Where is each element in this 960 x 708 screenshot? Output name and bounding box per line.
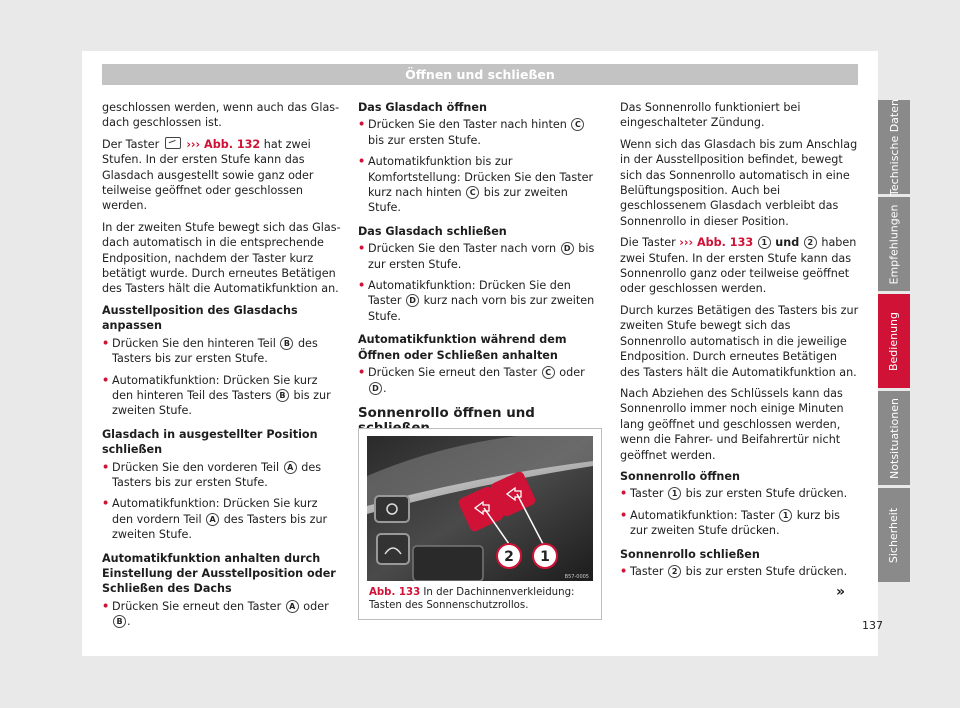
bullet-item [358,117,602,148]
tab-sicherheit[interactable] [878,488,910,582]
page-header [102,64,858,85]
subheading: Ausstellposition des Glasdachs anpassen [102,303,298,333]
bullet-item [102,373,342,419]
text: Drücken Sie den hinteren Teil [112,336,276,350]
label-badge: D [561,242,574,255]
text: Der Taster [102,137,160,151]
callout-1: 1 [540,549,550,565]
label-badge: 2 [804,236,817,249]
tab-label: Empfehlungen [887,204,901,284]
subheading: Das Glasdach öffnen [358,101,487,114]
label-badge: 1 [668,487,681,500]
text: kurz nach vorn bis zur zweiten Stufe. [368,294,595,323]
text: Automatikfunktion: Drücken Sie kurz den vordern Teil [112,497,318,526]
caption-text: In der Dachinnenverkleidung: Tasten des Sonnenschutzrollos. [369,587,575,611]
figure-133 [358,428,602,620]
roof-switch-icon [165,137,181,149]
tab-label: Sicherheit [887,507,901,563]
label-badge: A [286,600,299,613]
subheading: Sonnenrollo schließen [620,547,760,561]
figure-code: B57-0005 [564,574,589,580]
text: Automatikfunktion: Drücken Sie kurz den hinteren Teil des Tasters [112,373,318,402]
subheading: Automatikfunktion anhalten durch Einstellung der Ausstellposition oder Schließen des Dachs [102,551,336,596]
label-badge: C [542,366,555,379]
text: Automatikfunktion: Drücken Sie den Taster [368,279,571,308]
text: bis zur ersten Stufe. [368,133,481,147]
text: des Tasters bis zur ersten Stufe. [112,460,322,489]
text: Taster [630,487,664,501]
bullet-item [102,460,342,491]
text: bis zur ersten Stufe drücken. [685,487,848,501]
subheading: Das Glasdach schließen [358,224,507,238]
bullet-item [102,496,342,542]
subheading: Sonnenrollo öffnen [620,469,740,483]
column-left [102,100,342,636]
bullet-item [620,486,860,501]
paragraph: geschlossen werden, wenn auch das Glasdach geschlossen ist. [102,101,340,130]
paragraph: In der zweiten Stufe bewegt sich das Glasdach automatisch in die entsprechende Endposition, nachdem der Taster kurz betätigt wurde. Durch erneutes Betätigen des Tasters hält die Automatikfunktion an. [102,220,341,296]
paragraph [620,235,860,297]
label-badge: 2 [668,565,681,578]
text: Automatikfunktion bis zur Komfortstellung: Drücken Sie den Taster kurz nach hinten [368,155,594,200]
paragraph [102,137,342,214]
page-number: 137 [862,619,883,632]
label-badge: B [280,337,293,350]
figure-reference-link[interactable]: ››› Abb. 133 [679,236,754,250]
bullet-item [620,508,860,539]
callout-2: 2 [504,549,514,565]
bullet-item [358,278,602,324]
subheading: Glasdach in ausgestellter Position schließen [102,427,318,457]
figure-reference-link[interactable]: ››› Abb. 132 [186,137,261,151]
page-title: Öffnen und schließen [405,67,555,82]
label-badge: 1 [779,509,792,522]
text: Drücken Sie den Taster nach vorn [368,242,557,256]
label-badge: C [571,118,584,131]
tab-label: Bedienung [887,311,901,371]
paragraph: Nach Abziehen des Schlüssels kann das Sonnenrollo immer noch einige Minuten lang geöffnet und geschlossen werden, wenn die Fahrer- und Beifahrertür nicht geöffnet werden. [620,386,844,462]
column-middle [358,100,602,444]
text: Drücken Sie erneut den Taster [368,366,538,380]
tab-empfehlungen[interactable] [878,197,910,291]
label-badge: A [284,461,297,474]
text: bis zur zweiten Stufe. [368,186,568,215]
bullet-item [358,241,602,272]
text: kurz bis zur zweiten Stufe drücken. [630,508,841,538]
continued-arrow-icon: » [836,584,846,600]
text: Drücken Sie den vorderen Teil [112,460,280,474]
label-badge: C [466,186,479,199]
text: haben zwei Stufen. In der ersten Stufe kann das Sonnenrollo ganz oder teilweise geöffnet oder geschlossen werden. [620,236,857,296]
text: Drücken Sie den Taster nach hinten [368,118,567,132]
paragraph: Durch kurzes Betätigen des Tasters bis zur zweiten Stufe bewegt sich das Sonnenrollo automatisch in die jeweilige Endposition. Durch erneutes Betätigen des Tasters hält die Automatikfunktion an. [620,303,859,379]
label-badge: A [206,513,219,526]
tab-label: Technische Daten [887,98,901,196]
bullet-item [102,336,342,367]
text: oder [303,599,329,613]
paragraph: Wenn sich das Glasdach bis zum Anschlag in der Ausstellposition befindet, bewegt sich das Sonnenrollo automatisch in eine Belüftungsposition. Auch bei geschlossenem Glasdach verbleibt das Sonnenrollo in dieser Position. [620,137,858,228]
tab-notsituationen[interactable] [878,391,910,485]
label-badge: 1 [758,236,771,249]
text: Automatikfunktion: Taster [630,508,775,522]
sunroof-switch-photo [367,436,593,581]
label-badge: B [276,389,289,402]
bullet-item [102,599,342,630]
text: . [127,615,131,629]
text: bis zur zweiten Stufe. [112,388,331,418]
text: . [383,381,387,395]
bullet-item [358,154,602,216]
tab-label: Notsituationen [887,397,901,479]
text: des Tasters bis zur zweiten Stufe. [112,512,328,542]
text: und [775,236,800,250]
label-badge: D [369,382,382,395]
figure-caption [369,586,593,612]
caption-ref: Abb. 133 [369,587,421,598]
text: bis zur ersten Stufe. [368,242,595,271]
section-title: Sonnenrollo öffnen und [358,406,602,444]
label-badge: D [406,294,419,307]
text: Taster [630,564,664,578]
paragraph: Das Sonnenrollo funktioniert bei eingeschalteter Zündung. [620,101,801,130]
bullet-item [620,564,860,579]
column-right [620,100,860,585]
text: bis zur ersten Stufe drücken. [685,564,848,578]
text: oder [559,366,585,380]
text: Die Taster [620,236,676,250]
tab-technische-daten[interactable] [878,100,910,194]
tab-bedienung[interactable] [878,294,910,388]
bullet-item [358,365,602,396]
subheading: Automatikfunktion während dem Öffnen oder Schließen anhalten [358,333,567,362]
text: des Tasters bis zur ersten Stufe. [112,336,318,366]
text: hat zwei Stufen. In der ersten Stufe kann das Glasdach ausgestellt sowie ganz oder teilweise geöffnet oder geschlossen werden. [102,137,314,213]
text: Drücken Sie erneut den Taster [112,599,282,613]
label-badge: B [113,615,126,628]
